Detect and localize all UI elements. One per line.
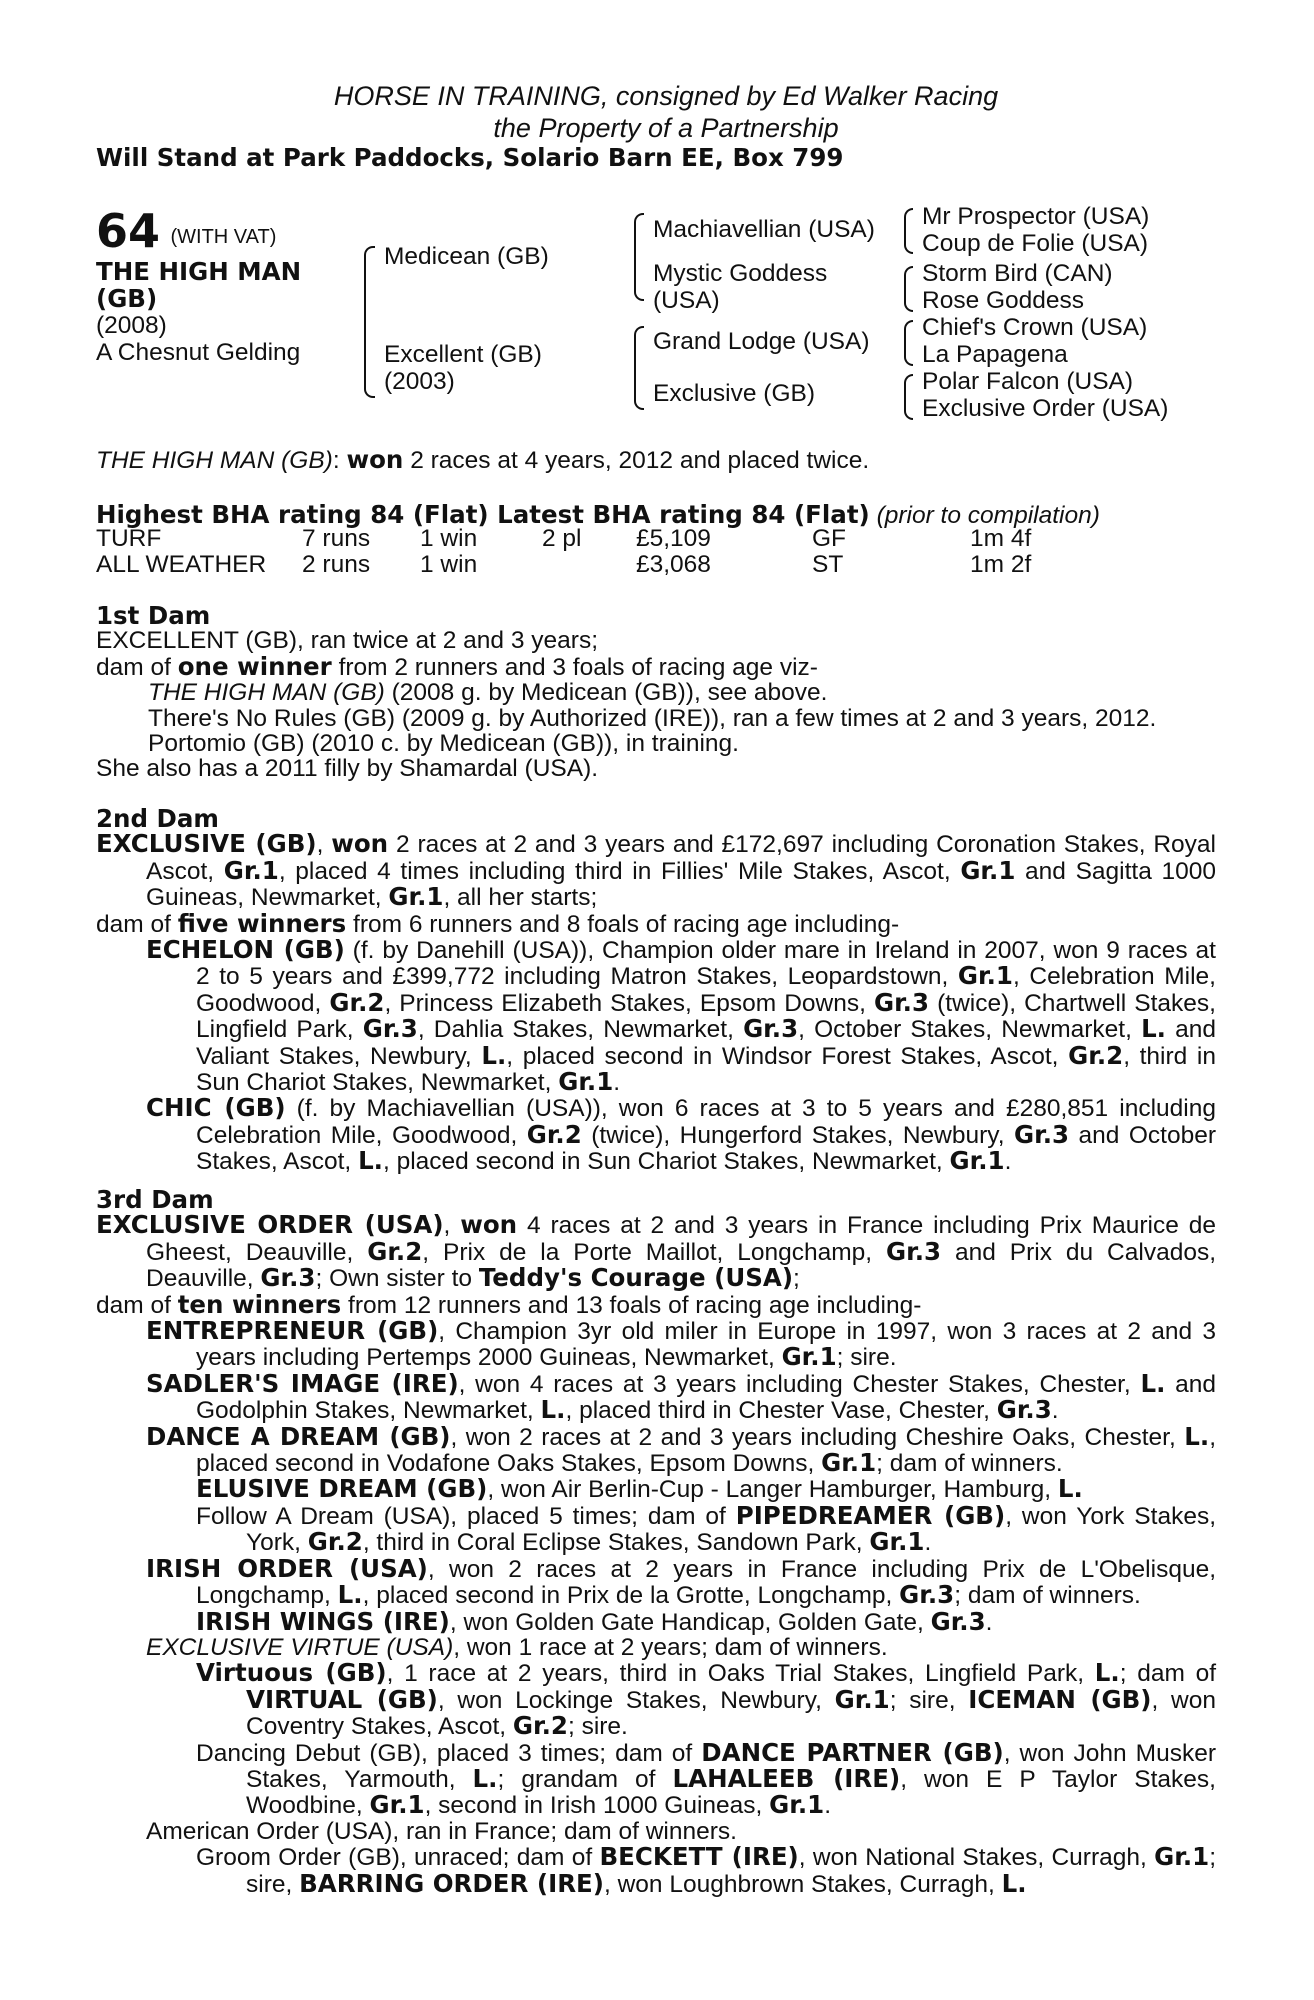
grade: Gr.3 — [260, 1263, 316, 1293]
record-runs: 2 runs — [302, 551, 371, 578]
produce-name: BECKETT (IRE) — [599, 1842, 799, 1872]
text: , Champion 3yr old miler in Europe in 1997, won 3 races at 2 and 3 years including Pertemps 2000 Guineas, Newmarket, — [196, 1318, 1216, 1372]
produce-name: ENTREPRENEUR (GB) — [146, 1316, 439, 1346]
text: dam of — [96, 1291, 178, 1319]
text: . — [985, 1608, 993, 1636]
text: , Prix de la Porte Maillot, Longchamp, — [422, 1238, 887, 1266]
grade: L. — [472, 1763, 498, 1793]
produce-entry — [96, 1553, 1217, 1610]
produce-name: PIPEDREAMER (GB) — [735, 1500, 1006, 1530]
rating-note: (prior to compilation) — [876, 502, 1100, 529]
grade: L. — [1001, 1868, 1027, 1898]
pedigree-brace — [634, 326, 644, 410]
text: 4 races at 2 and 3 years in France including Prix Maurice de Gheest, Deauville, — [146, 1212, 1216, 1266]
text: , won 2 races at 2 years in France including Prix de L'Obelisque, Longchamp, — [196, 1555, 1217, 1610]
text: , won 2 races at 2 and 3 years including Cheshire Oaks, Chester, — [450, 1423, 1185, 1451]
pedigree-sire-sire: Machiavellian (USA) — [653, 216, 875, 243]
text: (twice), Hungerford Stakes, Newbury, — [581, 1121, 1014, 1149]
pedigree-g4: Rose Goddess — [922, 287, 1085, 314]
record-runs: 7 runs — [302, 525, 371, 552]
text: Dancing Debut (GB), placed 3 times; dam of — [196, 1739, 702, 1767]
text: , Dahlia Stakes, Newmarket, — [417, 1016, 744, 1044]
winner-count: one winner — [177, 651, 332, 681]
winner-count: five winners — [177, 908, 347, 938]
produce-name: VIRTUAL (GB) — [246, 1684, 438, 1714]
section-title: 1st Dam — [96, 601, 211, 630]
text: , won 4 races at 3 years including Chester Stakes, Chester, — [458, 1370, 1141, 1398]
produce-entry — [96, 1368, 1216, 1425]
text: , won John Musker Stakes, Yarmouth, — [246, 1739, 1216, 1793]
text: dam of — [96, 653, 178, 681]
text: , placed second in Windsor Forest Stakes, Ascot, — [506, 1042, 1069, 1070]
text: from 6 runners and 8 foals of racing age including- — [346, 910, 900, 938]
first-dam-section — [96, 603, 1216, 782]
pedigree-g3: Storm Bird (CAN) — [922, 260, 1113, 287]
consignor-line: HORSE IN TRAINING, consigned by Ed Walker Racing — [333, 81, 999, 111]
produce-entry — [96, 1660, 1216, 1739]
text: , placed second in Vodafone Oaks Stakes, Epsom Downs, — [196, 1423, 1216, 1478]
produce-name: ELUSIVE DREAM (GB) — [196, 1474, 488, 1504]
dam-produce-line — [96, 1289, 1216, 1319]
race-summary: THE HIGH MAN (GB): won 2 races at 4 years, 2012 and placed twice. — [96, 445, 870, 474]
pedigree-dam-sire: Grand Lodge (USA) — [653, 328, 870, 355]
text: ; sire. — [567, 1713, 628, 1741]
produce-name: EXCLUSIVE VIRTUE (USA) — [146, 1633, 454, 1661]
grade: Gr.1 — [558, 1067, 614, 1097]
horse-name-country: (GB) — [96, 284, 158, 313]
text: , third in Coral Eclipse Stakes, Sandown Park, — [362, 1529, 870, 1557]
pedigree-g7: Polar Falcon (USA) — [922, 368, 1134, 395]
dam-produce-line — [96, 651, 1216, 681]
text: , won Loughbrown Stakes, Curragh, — [604, 1870, 1002, 1898]
text: ; sire. — [836, 1344, 897, 1372]
grade: Gr.1 — [1154, 1842, 1210, 1872]
pedigree-sire: Medicean (GB) — [384, 243, 549, 270]
text: and Prix du Calvados, Deauville, — [146, 1238, 1217, 1293]
text: , won Golden Gate Handicap, Golden Gate, — [449, 1608, 931, 1636]
rating-text: Highest BHA rating 84 (Flat) Latest BHA rating 84 (Flat) — [96, 500, 870, 529]
lot-number: 64 — [96, 204, 161, 258]
text: , placed third in Chester Vase, Chester, — [565, 1397, 997, 1425]
pedigree-brace — [904, 374, 913, 420]
text: Follow A Dream (USA), placed 5 times; dam of — [196, 1502, 736, 1530]
dam-name: EXCLUSIVE (GB) — [96, 829, 317, 859]
pedigree-dam-year: (2003) — [384, 368, 455, 395]
text: , Celebration Mile, Goodwood, — [196, 963, 1216, 1017]
text: , won 1 race at 2 years; dam of winners. — [453, 1633, 888, 1661]
record-wins: 1 win — [420, 525, 478, 552]
text: ; sire, — [889, 1686, 969, 1714]
pedigree-brace — [364, 246, 375, 398]
text: . — [924, 1529, 932, 1557]
text: , placed second in Sun Chariot Stakes, Newmarket, — [382, 1148, 950, 1176]
produce-entry — [96, 1318, 1216, 1371]
grade: Gr.3 — [930, 1606, 986, 1636]
grade: Gr.2 — [329, 987, 385, 1017]
text: , placed second in Prix de la Grotte, Longchamp, — [362, 1582, 900, 1610]
text: won — [331, 829, 389, 859]
text: . — [1051, 1397, 1059, 1425]
record-row-turf — [0, 525, 1314, 551]
text: (f. by Machiavellian (USA)), won 6 races at 3 to 5 years and £280,851 including Celebration Mile, Goodwood, — [196, 1095, 1216, 1149]
pedigree-sire-dam-country: (USA) — [653, 287, 720, 314]
grade: Gr.1 — [869, 1527, 925, 1557]
text: , won E P Taylor Stakes, Woodbine, — [246, 1765, 1216, 1820]
record-going: ST — [812, 551, 844, 578]
pedigree-brace — [904, 266, 913, 312]
text: and October Stakes, Ascot, — [196, 1121, 1217, 1176]
pedigree-g5: Chief's Crown (USA) — [922, 314, 1148, 341]
grade: Gr.3 — [1014, 1119, 1070, 1149]
text: and Sagitta 1000 Guineas, Newmarket, — [146, 857, 1217, 912]
grade: Gr.3 — [743, 1014, 799, 1044]
grade: Gr.3 — [362, 1014, 418, 1044]
produce-entry — [96, 937, 1216, 1095]
grade: Gr.3 — [996, 1395, 1052, 1425]
grade: L. — [540, 1395, 566, 1425]
produce-entry — [96, 1844, 1216, 1897]
produce-name: IRISH WINGS (IRE) — [196, 1606, 450, 1636]
pedigree-dam: Excellent (GB) — [384, 341, 542, 368]
second-dam-section — [96, 806, 1216, 1175]
text: won — [460, 1210, 518, 1240]
grade: L. — [481, 1040, 507, 1070]
produce-entry — [96, 1095, 1216, 1174]
section-title: 3rd Dam — [96, 1185, 214, 1214]
text: , won Air Berlin-Cup - Langer Hamburger, Hamburg, — [487, 1476, 1058, 1504]
winner-count: ten winners — [177, 1289, 342, 1319]
produce-name: CHIC (GB) — [146, 1093, 286, 1123]
produce-entry — [96, 1635, 1216, 1660]
grade: Gr.3 — [886, 1236, 942, 1266]
record-placed: 2 pl — [542, 525, 582, 552]
pedigree-brace — [904, 208, 913, 254]
produce-name: LAHALEEB (IRE) — [672, 1763, 901, 1793]
produce-name: BARRING ORDER (IRE) — [299, 1868, 604, 1898]
produce-name: ICEMAN (GB) — [968, 1684, 1152, 1714]
produce-name: IRISH ORDER (USA) — [146, 1553, 428, 1583]
grade: Gr.1 — [834, 1684, 890, 1714]
pedigree-g8: Exclusive Order (USA) — [922, 395, 1169, 422]
text: , second in Irish 1000 Guineas, — [424, 1792, 770, 1820]
grade: Gr.1 — [769, 1790, 825, 1820]
text: Groom Order (GB), unraced; dam of — [196, 1844, 600, 1872]
text: . — [613, 1069, 621, 1097]
grade: Gr.1 — [369, 1790, 425, 1820]
text: , — [316, 831, 332, 859]
third-dam-section — [96, 1187, 1216, 1897]
dam-record — [96, 831, 1216, 910]
text: and Valiant Stakes, Newbury, — [196, 1016, 1217, 1070]
horse-description: A Chesnut Gelding — [96, 339, 301, 366]
text: , won York Stakes, York, — [246, 1502, 1217, 1557]
grade: Gr.3 — [873, 987, 930, 1017]
produce-name: DANCE PARTNER (GB) — [701, 1737, 1004, 1767]
record-surface: ALL WEATHER — [96, 551, 267, 578]
text: , Princess Elizabeth Stakes, Epsom Downs, — [384, 989, 874, 1017]
pedigree-brace — [904, 320, 913, 366]
text: from 2 runners and 3 foals of racing age viz- — [331, 653, 818, 681]
text: . — [1004, 1148, 1012, 1176]
text: , won Lockinge Stakes, Newbury, — [437, 1686, 835, 1714]
grade: Gr.1 — [388, 882, 444, 912]
produce-entry: Portomio (GB) (2010 c. by Medicean (GB)), in training. — [148, 730, 739, 758]
text: (twice), Chartwell Stakes, Lingfield Park, — [196, 989, 1216, 1044]
produce-entry: American Order (USA), ran in France; dam of winners. — [146, 1817, 737, 1845]
text: ; dam of — [1119, 1660, 1216, 1688]
text: 2 races at 2 and 3 years and £172,697 including Coronation Stakes, Royal Ascot, — [146, 831, 1216, 885]
grade: L. — [1094, 1658, 1120, 1688]
record-row-all-weather — [0, 551, 1314, 577]
text: ; dam of winners. — [876, 1450, 1063, 1478]
grade: L. — [337, 1580, 363, 1610]
ownership-line: the Property of a Partnership — [493, 113, 839, 143]
text: , 1 race at 2 years, third in Oaks Trial Stakes, Lingfield Park, — [386, 1660, 1095, 1688]
record-distance: 1m 2f — [970, 551, 1032, 578]
pedigree-dam-dam: Exclusive (GB) — [653, 380, 816, 407]
produce-name: THE HIGH MAN (GB) — [148, 679, 385, 707]
pedigree-g1: Mr Prospector (USA) — [922, 203, 1150, 230]
text: ; — [793, 1265, 800, 1293]
dam-name: EXCLUSIVE ORDER (USA) — [96, 1210, 444, 1240]
pedigree-g2: Coup de Folie (USA) — [922, 230, 1149, 257]
grade: Gr.2 — [307, 1527, 363, 1557]
summary-detail: 2 races at 4 years, 2012 and placed twice. — [403, 447, 870, 474]
produce-note: She also has a 2011 filly by Shamardal (USA). — [96, 755, 599, 783]
grade: Gr.1 — [223, 855, 279, 885]
text: (f. by Danehill (USA)), Champion older mare in Ireland in 2007, won 9 races at 2 to 5 years and £399,772 including Matron Stakes, Leopardstown, — [196, 937, 1216, 991]
text: from 12 runners and 13 foals of racing age including- — [341, 1291, 922, 1319]
lot-number-block — [96, 206, 276, 256]
produce-entry — [96, 1737, 1216, 1820]
record-wins: 1 win — [420, 551, 478, 578]
grade: Gr.2 — [512, 1711, 568, 1741]
produce-entry — [96, 680, 1216, 705]
grade: L. — [1184, 1421, 1210, 1451]
text: , October Stakes, Newmarket, — [798, 1016, 1142, 1044]
grade: L. — [1057, 1474, 1083, 1504]
dam-record — [96, 1212, 1216, 1291]
produce-entry — [96, 1421, 1216, 1478]
summary-won: won — [346, 445, 404, 474]
grade: Gr.1 — [781, 1342, 837, 1372]
text: ; Own sister to — [315, 1265, 479, 1293]
grade: L. — [1141, 1014, 1166, 1044]
produce-name: SADLER'S IMAGE (IRE) — [146, 1368, 459, 1398]
text: ; dam of winners. — [954, 1582, 1141, 1610]
grade: Gr.2 — [1068, 1040, 1124, 1070]
sibling-name: Teddy's Courage (USA) — [478, 1263, 794, 1293]
grade: Gr.2 — [367, 1236, 423, 1266]
grade: L. — [1140, 1368, 1166, 1398]
pedigree-g6: La Papagena — [922, 341, 1068, 368]
produce-entry — [96, 1606, 1216, 1636]
record-prize: £5,109 — [636, 525, 711, 552]
summary-horse-name: THE HIGH MAN (GB) — [96, 447, 333, 474]
record-surface: TURF — [96, 525, 162, 552]
record-distance: 1m 4f — [970, 525, 1032, 552]
text: ; sire, — [246, 1844, 1216, 1898]
text: ; grandam of — [497, 1765, 673, 1793]
text: , won National Stakes, Curragh, — [798, 1844, 1155, 1872]
text: , third in Sun Chariot Stakes, Newmarket, — [196, 1042, 1216, 1097]
horse-name: THE HIGH MAN — [96, 257, 302, 286]
produce-entry — [96, 1476, 1216, 1502]
text: , placed 4 times including third in Fillies' Mile Stakes, Ascot, — [278, 857, 961, 885]
dam-line: EXCELLENT (GB), ran twice at 2 and 3 years; — [96, 627, 599, 655]
grade: Gr.1 — [821, 1448, 877, 1478]
grade: Gr.1 — [957, 961, 1013, 991]
text: , all her starts; — [443, 884, 598, 912]
text: dam of — [96, 910, 178, 938]
text: and Godolphin Stakes, Newmarket, — [196, 1370, 1216, 1425]
dam-produce-line — [96, 908, 1216, 938]
produce-entry — [96, 1500, 1217, 1557]
grade: L. — [358, 1146, 383, 1176]
vat-note: (WITH VAT) — [170, 226, 277, 248]
text: , — [443, 1212, 461, 1240]
section-title: 2nd Dam — [96, 804, 219, 833]
produce-name: Virtuous (GB) — [196, 1658, 387, 1688]
grade: Gr.2 — [526, 1119, 582, 1149]
foaling-year: (2008) — [96, 312, 167, 339]
produce-entry: There's No Rules (GB) (2009 g. by Authorized (IRE)), ran a few times at 2 and 3 years, 2012. — [148, 704, 1157, 732]
text: , won Coventry Stakes, Ascot, — [246, 1686, 1216, 1741]
pedigree-brace — [634, 213, 644, 301]
produce-name: DANCE A DREAM (GB) — [146, 1421, 451, 1451]
pedigree-sire-dam: Mystic Goddess — [653, 260, 828, 287]
record-going: GF — [812, 525, 847, 552]
produce-name: ECHELON (GB) — [146, 935, 345, 965]
stabling-line: Will Stand at Park Paddocks, Solario Barn EE, Box 799 — [96, 143, 844, 172]
grade: Gr.1 — [949, 1146, 1005, 1176]
produce-detail: (2008 g. by Medicean (GB)), see above. — [384, 679, 828, 707]
grade: Gr.1 — [960, 855, 1016, 885]
text: . — [824, 1792, 832, 1820]
grade: Gr.3 — [899, 1580, 955, 1610]
record-prize: £3,068 — [636, 551, 711, 578]
